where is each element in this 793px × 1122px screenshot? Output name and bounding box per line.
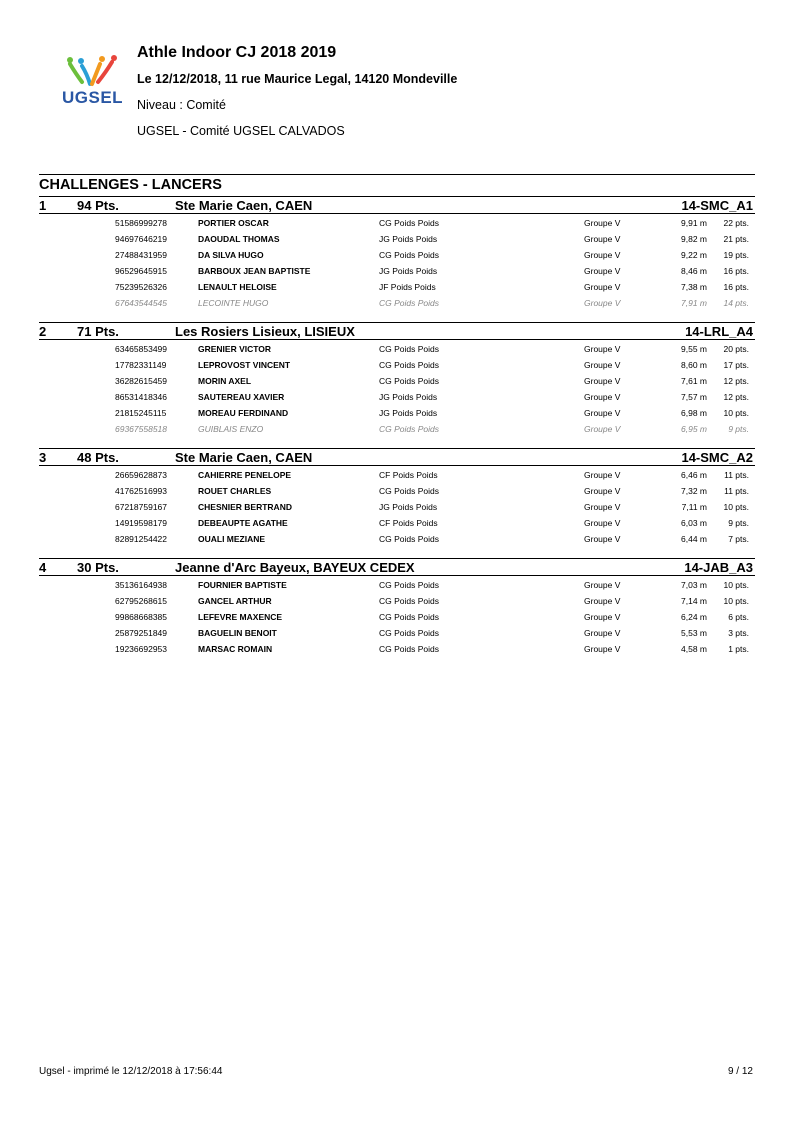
team-block <box>39 448 755 546</box>
athlete-points: 10 pts. <box>723 580 749 590</box>
athlete-row <box>39 530 755 546</box>
team-header <box>39 558 755 576</box>
athlete-event: CG Poids Poids <box>379 628 439 638</box>
team-rank: 4 <box>39 560 47 575</box>
athlete-group: Groupe V <box>584 218 621 228</box>
athlete-row <box>39 388 755 404</box>
athlete-points: 10 pts. <box>723 502 749 512</box>
athlete-event: JF Poids Poids <box>379 282 436 292</box>
athlete-performance: 9,22 m <box>681 250 707 260</box>
athlete-points: 20 pts. <box>723 344 749 354</box>
athlete-performance: 6,03 m <box>681 518 707 528</box>
athlete-performance: 7,11 m <box>681 502 707 512</box>
athlete-points: 14 pts. <box>723 298 749 308</box>
athlete-points: 22 pts. <box>723 218 749 228</box>
athlete-points: 10 pts. <box>723 408 749 418</box>
athlete-license: 67643544545 <box>115 298 168 308</box>
athlete-performance: 7,03 m <box>681 580 707 590</box>
athlete-list <box>39 466 755 546</box>
athlete-performance: 8,60 m <box>681 360 707 370</box>
athlete-group: Groupe V <box>584 408 621 418</box>
athlete-license: 27488431959 <box>115 250 168 260</box>
athlete-name: LEFEVRE MAXENCE <box>198 612 283 622</box>
athlete-group: Groupe V <box>584 486 621 496</box>
athlete-group: Groupe V <box>584 392 621 402</box>
athlete-points: 16 pts. <box>723 266 749 276</box>
athlete-license: 94697646219 <box>115 234 168 244</box>
team-header <box>39 196 755 214</box>
athlete-group: Groupe V <box>584 596 621 606</box>
athlete-row <box>39 294 755 310</box>
athlete-group: Groupe V <box>584 282 621 292</box>
athlete-license: 96529645915 <box>115 266 168 276</box>
athlete-event: CG Poids Poids <box>379 344 439 354</box>
athlete-event: CG Poids Poids <box>379 360 439 370</box>
page-number: 9 / 12 <box>727 1066 753 1077</box>
team-points: 48 Pts. <box>77 450 119 465</box>
athlete-points: 10 pts. <box>723 596 749 606</box>
athlete-name: DEBEAUPTE AGATHE <box>198 518 288 528</box>
athlete-event: CG Poids Poids <box>379 644 439 654</box>
athlete-name: SAUTEREAU XAVIER <box>198 392 285 402</box>
athlete-event: CF Poids Poids <box>379 518 438 528</box>
document-title: Athle Indoor CJ 2018 2019 <box>137 44 337 61</box>
athlete-event: JG Poids Poids <box>379 234 438 244</box>
athlete-performance: 9,55 m <box>681 344 707 354</box>
athlete-performance: 7,61 m <box>681 376 707 386</box>
athlete-row <box>39 482 755 498</box>
athlete-license: 51586999278 <box>115 218 168 228</box>
athlete-performance: 6,95 m <box>681 424 707 434</box>
athlete-points: 3 pts. <box>728 628 749 638</box>
event-organization: UGSEL - Comité UGSEL CALVADOS <box>137 124 345 138</box>
team-club: Ste Marie Caen, CAEN <box>175 450 313 465</box>
athletes-logo-icon <box>62 52 126 88</box>
athlete-group: Groupe V <box>584 502 621 512</box>
athlete-name: GRENIER VICTOR <box>198 344 272 354</box>
athlete-event: CG Poids Poids <box>379 298 439 308</box>
athlete-license: 17782331149 <box>115 360 167 370</box>
team-code: 14-LRL_A4 <box>685 324 753 339</box>
athlete-name: BAGUELIN BENOIT <box>198 628 277 638</box>
team-rank: 1 <box>39 198 47 213</box>
athlete-license: 41762516993 <box>115 486 168 496</box>
team-block <box>39 558 755 656</box>
athlete-group: Groupe V <box>584 470 621 480</box>
athlete-performance: 6,44 m <box>681 534 707 544</box>
athlete-group: Groupe V <box>584 534 621 544</box>
athlete-row <box>39 608 755 624</box>
athlete-event: CG Poids Poids <box>379 596 439 606</box>
athlete-performance: 7,38 m <box>681 282 707 292</box>
athlete-name: MARSAC ROMAIN <box>198 644 273 654</box>
team-club: Ste Marie Caen, CAEN <box>175 198 313 213</box>
athlete-event: CG Poids Poids <box>379 424 439 434</box>
athlete-group: Groupe V <box>584 344 621 354</box>
athlete-license: 63465853499 <box>115 344 168 354</box>
athlete-row <box>39 466 755 482</box>
athlete-group: Groupe V <box>584 234 621 244</box>
athlete-name: FOURNIER BAPTISTE <box>198 580 287 590</box>
athlete-license: 35136164938 <box>115 580 168 590</box>
section-divider <box>39 174 755 175</box>
athlete-event: CG Poids Poids <box>379 218 439 228</box>
athlete-license: 86531418346 <box>115 392 168 402</box>
athlete-performance: 7,57 m <box>681 392 707 402</box>
athlete-group: Groupe V <box>584 298 621 308</box>
athlete-performance: 7,14 m <box>681 596 707 606</box>
athlete-license: 36282615459 <box>115 376 168 386</box>
athlete-event: CG Poids Poids <box>379 534 439 544</box>
athlete-row <box>39 246 755 262</box>
athlete-license: 26659628873 <box>115 470 168 480</box>
athlete-name: LECOINTE HUGO <box>198 298 269 308</box>
ugsel-logo <box>62 52 126 108</box>
team-header <box>39 448 755 466</box>
athlete-group: Groupe V <box>584 628 621 638</box>
athlete-event: JG Poids Poids <box>379 392 438 402</box>
athlete-group: Groupe V <box>584 360 621 370</box>
athlete-performance: 6,46 m <box>681 470 707 480</box>
athlete-event: JG Poids Poids <box>379 502 438 512</box>
team-code: 14-SMC_A2 <box>681 450 753 465</box>
team-block <box>39 322 755 436</box>
athlete-points: 1 pts. <box>728 644 749 654</box>
athlete-license: 62795268615 <box>115 596 168 606</box>
athlete-points: 12 pts. <box>723 392 749 402</box>
athlete-row <box>39 278 755 294</box>
athlete-row <box>39 214 755 230</box>
athlete-group: Groupe V <box>584 250 621 260</box>
athlete-name: DAOUDAL THOMAS <box>198 234 280 244</box>
athlete-name: GUIBLAIS ENZO <box>198 424 264 434</box>
athlete-points: 7 pts. <box>728 534 749 544</box>
athlete-event: CG Poids Poids <box>379 612 439 622</box>
athlete-row <box>39 340 755 356</box>
athlete-name: ROUET CHARLES <box>198 486 272 496</box>
athlete-license: 75239526326 <box>115 282 168 292</box>
team-code: 14-SMC_A1 <box>681 198 753 213</box>
team-block <box>39 196 755 310</box>
athlete-license: 19236692953 <box>115 644 168 654</box>
athlete-points: 19 pts. <box>723 250 749 260</box>
athlete-event: CF Poids Poids <box>379 470 438 480</box>
print-info: Ugsel - imprimé le 12/12/2018 à 17:56:44 <box>39 1066 223 1077</box>
athlete-group: Groupe V <box>584 518 621 528</box>
team-points: 94 Pts. <box>77 198 119 213</box>
athlete-points: 11 pts. <box>724 470 749 480</box>
athlete-performance: 8,46 m <box>681 266 707 276</box>
athlete-points: 9 pts. <box>728 518 749 528</box>
athlete-row <box>39 230 755 246</box>
event-date-location: Le 12/12/2018, 11 rue Maurice Legal, 14120 Mondeville <box>137 72 458 86</box>
athlete-list <box>39 340 755 436</box>
athlete-group: Groupe V <box>584 644 621 654</box>
athlete-license: 69367558518 <box>115 424 168 434</box>
athlete-name: LEPROVOST VINCENT <box>198 360 291 370</box>
athlete-license: 82891254422 <box>115 534 168 544</box>
athlete-name: MOREAU FERDINAND <box>198 408 289 418</box>
team-club: Jeanne d'Arc Bayeux, BAYEUX CEDEX <box>175 560 415 575</box>
athlete-event: CG Poids Poids <box>379 486 439 496</box>
athlete-event: JG Poids Poids <box>379 408 438 418</box>
logo-text: UGSEL <box>62 88 124 107</box>
team-rank: 2 <box>39 324 47 339</box>
athlete-name: LENAULT HELOISE <box>198 282 277 292</box>
event-level: Niveau : Comité <box>137 98 226 112</box>
athlete-name: DA SILVA HUGO <box>198 250 264 260</box>
athlete-row <box>39 576 755 592</box>
athlete-row <box>39 420 755 436</box>
athlete-points: 21 pts. <box>723 234 749 244</box>
athlete-group: Groupe V <box>584 580 621 590</box>
athlete-event: CG Poids Poids <box>379 580 439 590</box>
athlete-performance: 7,91 m <box>681 298 707 308</box>
athlete-name: OUALI MEZIANE <box>198 534 266 544</box>
athlete-row <box>39 404 755 420</box>
athlete-performance: 6,24 m <box>681 612 707 622</box>
athlete-license: 25879251849 <box>115 628 168 638</box>
athlete-row <box>39 624 755 640</box>
athlete-name: GANCEL ARTHUR <box>198 596 272 606</box>
athlete-license: 14919598179 <box>115 518 168 528</box>
athlete-performance: 9,91 m <box>681 218 707 228</box>
athlete-row <box>39 498 755 514</box>
athlete-row <box>39 640 755 656</box>
athlete-performance: 6,98 m <box>681 408 707 418</box>
athlete-license: 67218759167 <box>115 502 168 512</box>
athlete-name: CAHIERRE PENELOPE <box>198 470 292 480</box>
athlete-event: CG Poids Poids <box>379 250 439 260</box>
team-points: 71 Pts. <box>77 324 119 339</box>
athlete-group: Groupe V <box>584 612 621 622</box>
athlete-performance: 9,82 m <box>681 234 707 244</box>
athlete-group: Groupe V <box>584 266 621 276</box>
athlete-points: 17 pts. <box>723 360 749 370</box>
athlete-list <box>39 214 755 310</box>
athlete-license: 99868668385 <box>115 612 168 622</box>
team-header <box>39 322 755 340</box>
athlete-group: Groupe V <box>584 376 621 386</box>
athlete-points: 12 pts. <box>723 376 749 386</box>
team-code: 14-JAB_A3 <box>684 560 753 575</box>
athlete-row <box>39 262 755 278</box>
team-points: 30 Pts. <box>77 560 119 575</box>
athlete-row <box>39 514 755 530</box>
athlete-points: 16 pts. <box>723 282 749 292</box>
athlete-name: PORTIER OSCAR <box>198 218 269 228</box>
athlete-performance: 7,32 m <box>681 486 707 496</box>
athlete-list <box>39 576 755 656</box>
athlete-points: 6 pts. <box>728 612 749 622</box>
athlete-name: CHESNIER BERTRAND <box>198 502 292 512</box>
athlete-name: MORIN AXEL <box>198 376 252 386</box>
athlete-license: 21815245115 <box>115 408 167 418</box>
team-club: Les Rosiers Lisieux, LISIEUX <box>175 324 355 339</box>
section-title: CHALLENGES - LANCERS <box>39 177 222 193</box>
athlete-group: Groupe V <box>584 424 621 434</box>
athlete-event: JG Poids Poids <box>379 266 438 276</box>
athlete-points: 11 pts. <box>724 486 749 496</box>
athlete-points: 9 pts. <box>728 424 749 434</box>
athlete-event: CG Poids Poids <box>379 376 439 386</box>
athlete-name: BARBOUX JEAN BAPTISTE <box>198 266 311 276</box>
athlete-row <box>39 372 755 388</box>
athlete-row <box>39 592 755 608</box>
athlete-performance: 4,58 m <box>681 644 707 654</box>
team-rank: 3 <box>39 450 47 465</box>
athlete-row <box>39 356 755 372</box>
athlete-performance: 5,53 m <box>681 628 707 638</box>
